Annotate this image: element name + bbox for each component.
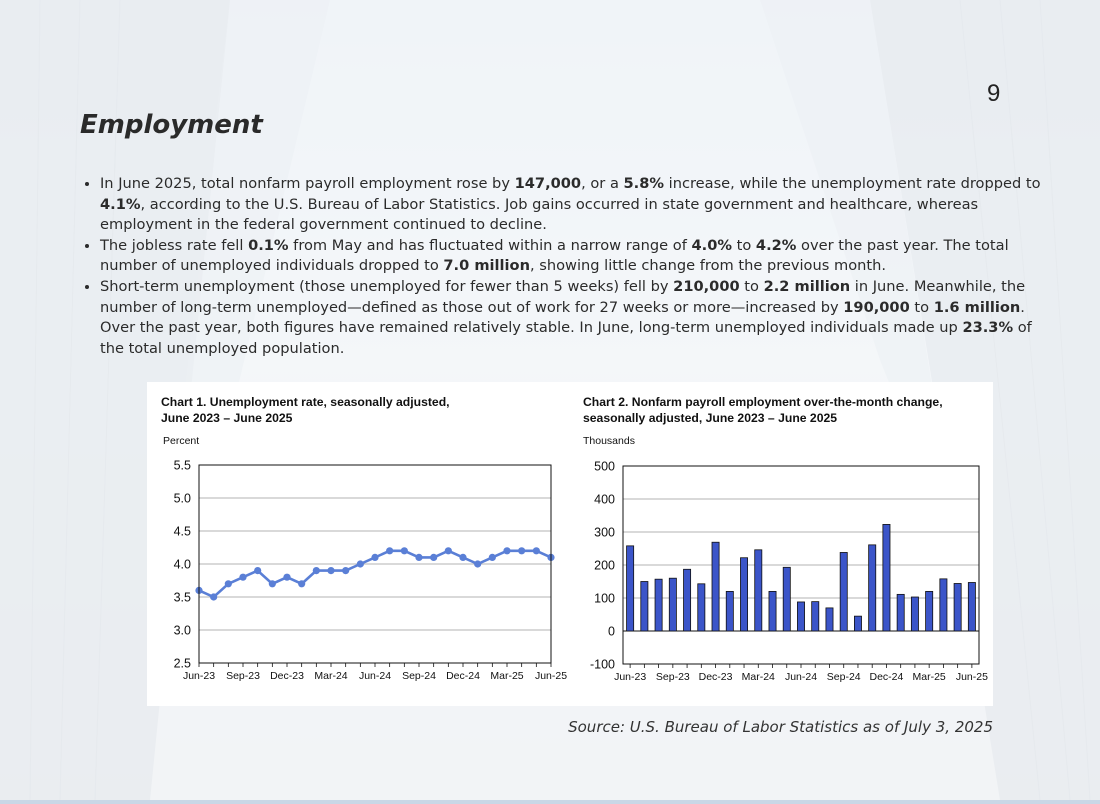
x-tick-label: Mar-24: [314, 670, 348, 682]
x-tick-label: Dec-24: [446, 670, 480, 682]
data-point: [415, 554, 422, 561]
bar: [926, 591, 933, 631]
x-tick-label: Jun-25: [955, 671, 988, 683]
x-tick-label: Jun-24: [784, 671, 818, 683]
page-number: 9: [987, 80, 1001, 107]
bullet-item: [100, 236, 1050, 277]
bar: [712, 542, 719, 631]
bullet-highlight: 23.3%: [962, 319, 1014, 337]
data-point: [342, 567, 349, 574]
x-tick-label: Sep-24: [826, 671, 861, 683]
bullet-highlight: 2.2 million: [763, 277, 851, 295]
bullet-text: in June. Meanwhile, the number of long-term unemployed—defined as those out of work for 27 weeks or more—increased by: [100, 277, 1026, 316]
data-point: [283, 574, 290, 581]
chart-title: Chart 1. Unemployment rate, seasonally adjusted,: [161, 395, 450, 409]
bullet-highlight: 190,000: [843, 298, 910, 316]
data-point: [239, 574, 246, 581]
data-point: [371, 554, 378, 561]
x-tick-label: Jun-24: [358, 670, 392, 682]
x-tick-label: Dec-23: [270, 670, 304, 682]
x-tick-label: Sep-23: [226, 670, 260, 682]
charts-panel: [147, 382, 993, 706]
chart-title: seasonally adjusted, June 2023 – June 2025: [583, 411, 838, 425]
bullet-text: The jobless rate fell: [100, 236, 249, 254]
y-tick-label: 4.0: [173, 557, 191, 572]
bullet-text: Short-term unemployment (those unemployed for fewer than 5 weeks) fell by: [100, 277, 674, 295]
bullet-text: over the past year. The total number of unemployed individuals dropped to: [100, 236, 1009, 275]
bar: [812, 602, 819, 631]
bar: [897, 594, 904, 631]
bar: [755, 550, 762, 631]
data-point: [503, 547, 510, 554]
bullet-highlight: 5.8%: [623, 175, 665, 192]
bullet-text: of the total unemployed population.: [100, 319, 1032, 357]
x-tick-label: Dec-23: [698, 671, 733, 683]
data-point: [327, 567, 334, 574]
bar: [726, 591, 733, 631]
bar: [783, 567, 790, 631]
bar: [968, 582, 975, 631]
data-point: [430, 554, 437, 561]
x-tick-label: Jun-23: [182, 670, 216, 682]
bar: [669, 578, 676, 631]
bar: [911, 597, 918, 631]
bar: [641, 582, 648, 632]
bullet-highlight: 4.0%: [691, 236, 732, 254]
chart-title: Chart 2. Nonfarm payroll employment over-the-month change,: [583, 395, 943, 409]
data-point: [518, 547, 525, 554]
bullet-list: [80, 174, 1050, 359]
data-point: [533, 547, 540, 554]
data-point: [298, 580, 305, 587]
y-tick-label: -100: [589, 657, 615, 672]
data-point: [445, 547, 452, 554]
bullet-text: , showing little change from the previous month.: [529, 257, 886, 275]
data-point: [489, 554, 496, 561]
bar: [655, 579, 662, 631]
x-tick-label: Sep-23: [655, 671, 690, 683]
y-tick-label: 100: [594, 591, 615, 606]
bullet-highlight: 1.6 million: [933, 298, 1021, 316]
bar: [854, 616, 861, 631]
bar: [826, 608, 833, 631]
charts-svg: [147, 382, 993, 706]
x-tick-label: Dec-24: [869, 671, 904, 683]
y-tick-label: 400: [594, 492, 615, 507]
bullet-item: [100, 174, 1050, 236]
bullet-item: [100, 277, 1050, 359]
bullet-highlight: 210,000: [673, 277, 740, 295]
bullet-text: increase, while the unemployment rate dropped to: [664, 175, 1041, 192]
bullet-text: from May and has fluctuated within a narrow range of: [288, 236, 692, 254]
source-note: Source: U.S. Bureau of Labor Statistics as of July 3, 2025: [568, 718, 993, 736]
bar: [869, 545, 876, 631]
x-tick-label: Mar-25: [490, 670, 524, 682]
bullet-text: . Over the past year, both figures have remained relatively stable. In June, long-term unemployed individuals made up: [100, 298, 1025, 337]
data-point: [357, 560, 364, 567]
x-tick-label: Mar-24: [741, 671, 775, 683]
data-point: [210, 593, 217, 600]
bar: [740, 558, 747, 631]
y-axis-label: Percent: [163, 435, 200, 447]
x-tick-label: Mar-25: [912, 671, 946, 683]
x-tick-label: Jun-23: [614, 671, 647, 683]
bar: [698, 584, 705, 631]
bullet-highlight: 147,000: [514, 175, 582, 192]
page-title: Employment: [80, 110, 263, 140]
bullet-highlight: 7.0 million: [443, 257, 530, 275]
x-tick-label: Jun-25: [534, 670, 568, 682]
y-tick-label: 300: [594, 525, 615, 540]
data-point: [225, 580, 232, 587]
x-tick-label: Sep-24: [402, 670, 436, 682]
bar: [769, 591, 776, 631]
bullet-text: In June 2025, total nonfarm payroll employment rose by: [100, 175, 515, 192]
bullet-highlight: 0.1%: [248, 236, 289, 254]
y-tick-label: 0: [608, 624, 615, 639]
data-point: [269, 580, 276, 587]
y-axis-label: Thousands: [583, 435, 635, 447]
y-tick-label: 5.0: [173, 491, 191, 506]
bar: [840, 552, 847, 631]
data-point: [474, 560, 481, 567]
bullet-highlight: 4.2%: [755, 236, 797, 254]
chart-title: June 2023 – June 2025: [161, 411, 293, 425]
bar: [684, 569, 691, 631]
bar: [954, 583, 961, 631]
bar: [883, 524, 890, 631]
y-tick-label: 500: [594, 459, 615, 474]
data-point: [401, 547, 408, 554]
bar: [627, 546, 634, 631]
y-tick-label: 200: [594, 558, 615, 573]
bullet-text: to: [909, 298, 934, 316]
bar: [940, 579, 947, 631]
y-tick-label: 4.5: [173, 524, 191, 539]
y-tick-label: 2.5: [173, 656, 191, 671]
data-point: [459, 554, 466, 561]
bar: [797, 602, 804, 631]
data-point: [254, 567, 261, 574]
y-tick-label: 3.0: [173, 623, 191, 638]
y-tick-label: 3.5: [173, 590, 191, 605]
data-point: [313, 567, 320, 574]
bullet-text: , or a: [581, 175, 624, 192]
bullet-text: to: [739, 277, 764, 295]
data-point: [386, 547, 393, 554]
bullet-text: to: [731, 236, 756, 254]
y-tick-label: 5.5: [173, 458, 191, 473]
bullet-text: , according to the U.S. Bureau of Labor Statistics. Job gains occurred in state government and healthcare, whereas employment in the federal government continued to decline.: [100, 195, 979, 234]
bullet-highlight: 4.1%: [100, 195, 141, 213]
